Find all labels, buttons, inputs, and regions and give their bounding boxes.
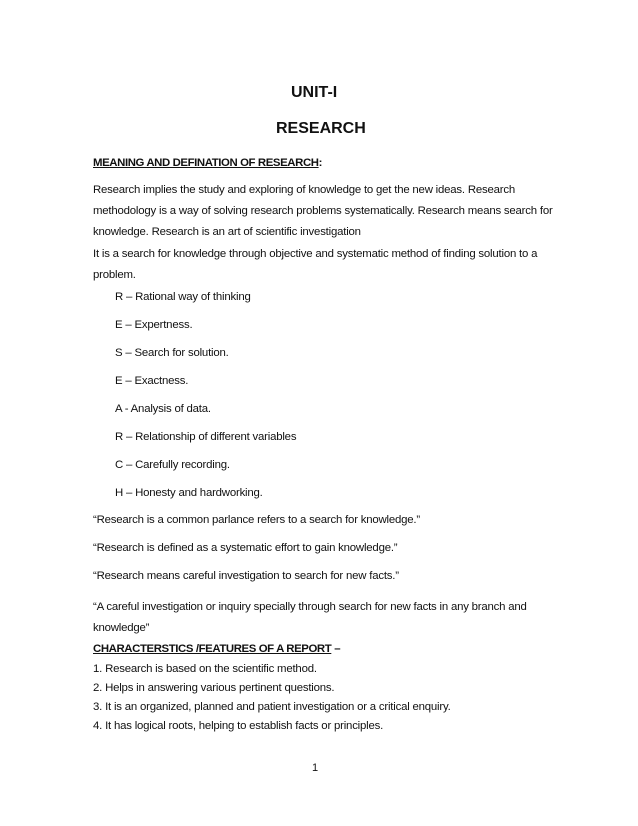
page-number: 1 bbox=[312, 762, 318, 774]
quote: “Research is a common parlance refers to a search for knowledge.” bbox=[93, 514, 420, 526]
quote: “Research means careful investigation to search for new facts.” bbox=[93, 570, 399, 582]
acronym-item: R – Rational way of thinking bbox=[115, 291, 251, 303]
unit-title: UNIT-I bbox=[291, 84, 338, 101]
acronym-item: E – Expertness. bbox=[115, 319, 193, 331]
acronym-item: R – Relationship of different variables bbox=[115, 431, 297, 443]
section-heading-characteristics-suffix: – bbox=[331, 643, 341, 655]
section-heading-meaning bbox=[93, 157, 322, 169]
acronym-item: S – Search for solution. bbox=[115, 347, 229, 359]
list-item: 2. Helps in answering various pertinent questions. bbox=[93, 682, 335, 694]
quote: “Research is defined as a systematic effort to gain knowledge.” bbox=[93, 542, 398, 554]
acronym-item: E – Exactness. bbox=[115, 375, 189, 387]
acronym-item: A - Analysis of data. bbox=[115, 403, 211, 415]
section-heading-characteristics bbox=[93, 643, 340, 655]
section-heading-characteristics-text: CHARACTERSTICS /FEATURES OF A REPORT bbox=[93, 643, 332, 655]
quote: “A careful investigation or inquiry specially through search for new facts in any branch and knowledge” bbox=[93, 601, 527, 634]
section-heading-meaning-suffix: : bbox=[318, 157, 323, 169]
list-item: 4. It has logical roots, helping to establish facts or principles. bbox=[93, 720, 384, 732]
acronym-item: H – Honesty and hardworking. bbox=[115, 487, 263, 499]
section-heading-meaning-text: MEANING AND DEFINATION OF RESEARCH bbox=[93, 157, 319, 169]
list-item: 3. It is an organized, planned and patient investigation or a critical enquiry. bbox=[93, 701, 451, 713]
acronym-item: C – Carefully recording. bbox=[115, 459, 230, 471]
paragraph-search: It is a search for knowledge through objective and systematic method of finding solution to a problem. bbox=[93, 248, 538, 281]
paragraph-definition: Research implies the study and exploring of knowledge to get the new ideas. Research methodology is a way of solving research problems systematically. Research means search for knowledge. Research is an art of scientific investigation bbox=[93, 184, 553, 238]
list-item: 1. Research is based on the scientific method. bbox=[93, 663, 317, 675]
page-title: RESEARCH bbox=[276, 120, 366, 137]
